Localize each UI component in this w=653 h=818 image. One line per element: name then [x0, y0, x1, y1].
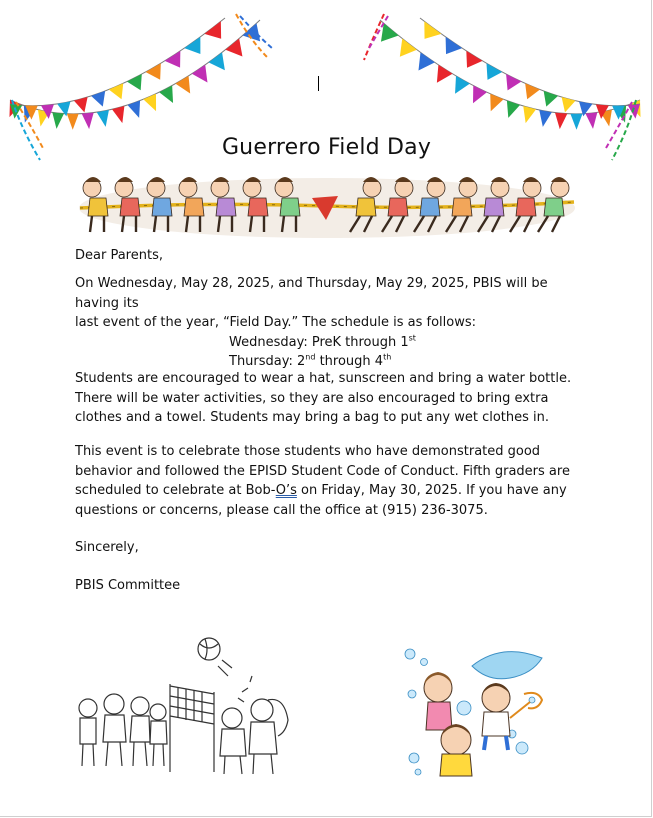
greeting: Dear Parents, [75, 248, 163, 263]
bunting-flag [539, 110, 552, 127]
right-bunting [380, 18, 641, 130]
volleyball [198, 638, 220, 660]
bunting-flag [525, 83, 540, 99]
left-bunting [9, 18, 260, 130]
bunting-flag [52, 112, 64, 129]
text-cursor [318, 76, 319, 91]
intro-line-2: last event of the year, “Field Day.” The schedule is as follows: [75, 315, 477, 330]
bunting-flag [74, 97, 88, 112]
bunting-flag [192, 65, 208, 83]
bunting-flag [243, 23, 261, 41]
schedule-wednesday: Wednesday: PreK through 1st [229, 333, 416, 350]
volleyball-illustration [72, 632, 304, 782]
closing: Sincerely, [75, 540, 139, 555]
schedule-thursday: Thursday: 2nd through 4th [229, 352, 392, 369]
bunting-flag [486, 63, 502, 80]
bunting-flag [506, 74, 521, 90]
bunting-flag [455, 76, 470, 94]
bunting-flag [555, 113, 567, 129]
bunting-flag [82, 113, 94, 129]
bunting-flag [418, 52, 434, 70]
bubbles-illustration [392, 638, 552, 788]
paragraph-supplies: Students are encouraged to wear a hat, sunscreen and bring a water bottle. There will be water activities, so they are also encouraged to bring extra clothes and a towel. Students may bring a bag to put any wet clothes in. [75, 371, 572, 425]
tug-of-war-illustration [76, 168, 578, 240]
bunting-flag [127, 74, 142, 90]
bunting-flag [562, 97, 576, 112]
bunting-flag [446, 37, 463, 54]
bunting-flag [146, 63, 161, 80]
signature: PBIS Committee [75, 578, 181, 593]
bunting-flag [97, 110, 109, 127]
bunting-flag [437, 65, 453, 83]
bunting-flag [381, 23, 399, 41]
page-title: Guerrero Field Day [221, 135, 432, 160]
bunting-flag [204, 21, 221, 38]
bobos-link[interactable]: O’s [275, 483, 297, 498]
bunting-flag [585, 112, 597, 129]
big-bubble [472, 652, 542, 679]
bunting-flag [424, 21, 441, 39]
bunting-flag [159, 85, 173, 103]
bunting-flag [570, 114, 582, 130]
bunting-flag [67, 114, 79, 130]
paragraph-celebration: This event is to celebrate those students who have demonstrated good behavior and followed the EPISD Student Code of Conduct. Fifth graders are scheduled to celebrate at Bob-O’s on Friday, May 30, 2025. If you have any questions or concerns, please call the office at (915) 236-3075. [75, 444, 570, 518]
bunting-flag [184, 37, 200, 54]
bunting-flag [209, 52, 225, 70]
bunting-flag [507, 101, 520, 118]
intro-paragraph [75, 274, 580, 372]
bunting-flag [473, 85, 487, 103]
bunting-flag [175, 76, 190, 94]
bunting-flag [109, 83, 123, 99]
bunting-flag [128, 101, 141, 118]
intro-line-1: On Wednesday, May 28, 2025, and Thursday, May 29, 2025, PBIS will be having its [75, 276, 548, 311]
